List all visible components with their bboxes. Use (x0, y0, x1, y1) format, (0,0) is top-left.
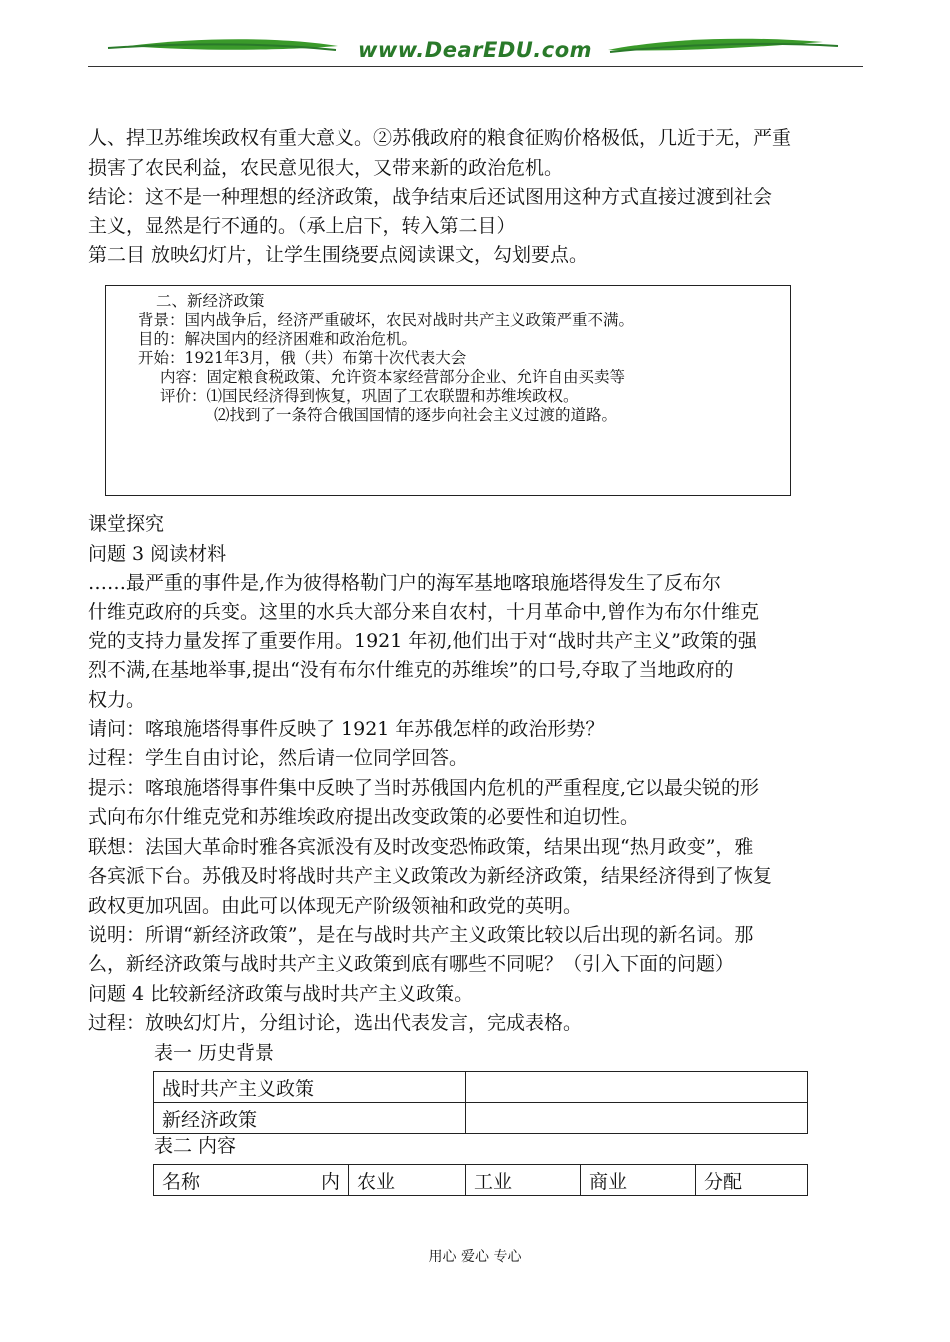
table1-caption: 表一 历史背景 (154, 1042, 275, 1064)
paragraph-line: 各宾派下台。苏俄及时将战时共产主义政策改为新经济政策，结果经济得到了恢复 (88, 865, 773, 887)
box-start: 开始：1921年3月，俄（共）布第十次代表大会 (138, 349, 467, 367)
box-eval-1: 评价：⑴国民经济得到恢复，巩固了工农联盟和苏维埃政权。 (160, 387, 579, 405)
box-background: 背景：国内战争后，经济严重破坏，农民对战时共产主义政策严重不满。 (138, 311, 635, 329)
table2-caption: 表二 内容 (154, 1135, 237, 1157)
question-line: 请问：喀琅施塔得事件反映了 1921 年苏俄怎样的政治形势？ (88, 718, 605, 740)
material-line: ……最严重的事件是,作为彼得格勒门户的海军基地喀琅施塔得发生了反布尔 (88, 572, 722, 594)
table-row (154, 1165, 808, 1196)
table-content (153, 1164, 808, 1196)
table-row (154, 1103, 808, 1134)
box-eval-2: ⑵找到了一条符合俄国国情的逐步向社会主义过渡的道路。 (214, 406, 618, 424)
header-rule (88, 66, 863, 67)
table-cell-empty (466, 1103, 808, 1134)
table-header-name: 名称 (162, 1170, 201, 1193)
table-header-nei: 内 (320, 1170, 340, 1193)
material-line: 权力。 (88, 689, 146, 711)
paragraph-line: 么，新经济政策与战时共产主义政策到底有哪些不同呢？（引入下面的问题） (88, 953, 735, 975)
paragraph-line: 政权更加巩固。由此可以体现无产阶级领袖和政党的英明。 (88, 895, 583, 917)
table-row (154, 1072, 808, 1103)
paragraph-line: 联想：法国大革命时雅各宾派没有及时改变恐怖政策，结果出现“热月政变”，雅 (88, 836, 754, 858)
box-purpose: 目的：解决国内的经济困难和政治危机。 (138, 330, 418, 348)
paragraph-line: 损害了农民利益，农民意见很大，又带来新的政治危机。 (88, 157, 564, 179)
paragraph-line: 主义，显然是行不通的。（承上启下，转入第二目） (88, 215, 516, 237)
table-header-cell: 分配 (696, 1165, 808, 1196)
table-cell: 新经济政策 (154, 1103, 466, 1134)
question-heading: 问题 3 阅读材料 (88, 543, 227, 565)
box-title: 二、新经济政策 (156, 292, 265, 310)
material-line: 什维克政府的兵变。这里的水兵大部分来自农村，十月革命中,曾作为布尔什维克 (88, 601, 760, 623)
table-history-background (153, 1071, 808, 1134)
table-header-cell: 商业 (581, 1165, 696, 1196)
section-heading: 课堂探究 (88, 513, 165, 535)
table-header-cell (154, 1165, 349, 1196)
paragraph-line: 说明：所谓“新经济政策”，是在与战时共产主义政策比较以后出现的新名词。那 (88, 924, 754, 946)
page-footer: 用心 爱心 专心 (428, 1249, 522, 1265)
paragraph-line: 结论：这不是一种理想的经济政策，战争结束后还试图用这种方式直接过渡到社会 (88, 186, 773, 208)
paragraph-line: 过程：学生自由讨论，然后请一位同学回答。 (88, 747, 469, 769)
table-cell: 战时共产主义政策 (154, 1072, 466, 1103)
slide-summary-box (105, 285, 791, 496)
paragraph-line: 人、捍卫苏维埃政权有重大意义。②苏俄政府的粮食征购价格极低，几近于无，严重 (88, 127, 792, 149)
paragraph-line: 提示：喀琅施塔得事件集中反映了当时苏俄国内危机的严重程度,它以最尖锐的形 (88, 777, 760, 799)
table-header-cell: 农业 (349, 1165, 466, 1196)
question-heading: 问题 4 比较新经济政策与战时共产主义政策。 (88, 983, 474, 1005)
table-cell-empty (466, 1072, 808, 1103)
table-header-cell: 工业 (466, 1165, 581, 1196)
paragraph-line: 过程：放映幻灯片，分组讨论，选出代表发言，完成表格。 (88, 1012, 583, 1034)
box-content: 内容：固定粮食税政策、允许资本家经营部分企业、允许自由买卖等 (160, 368, 626, 386)
site-logo-text: www.DearEDU.com (357, 38, 593, 62)
material-line: 烈不满,在基地举事,提出“没有布尔什维克的苏维埃”的口号,夺取了当地政府的 (88, 659, 734, 681)
paragraph-line: 式向布尔什维克党和苏维埃政府提出改变政策的必要性和迫切性。 (88, 806, 640, 828)
paragraph-line: 第二目 放映幻灯片，让学生围绕要点阅读课文，勾划要点。 (88, 244, 589, 266)
material-line: 党的支持力量发挥了重要作用。1921 年初,他们出于对“战时共产主义”政策的强 (88, 630, 757, 652)
